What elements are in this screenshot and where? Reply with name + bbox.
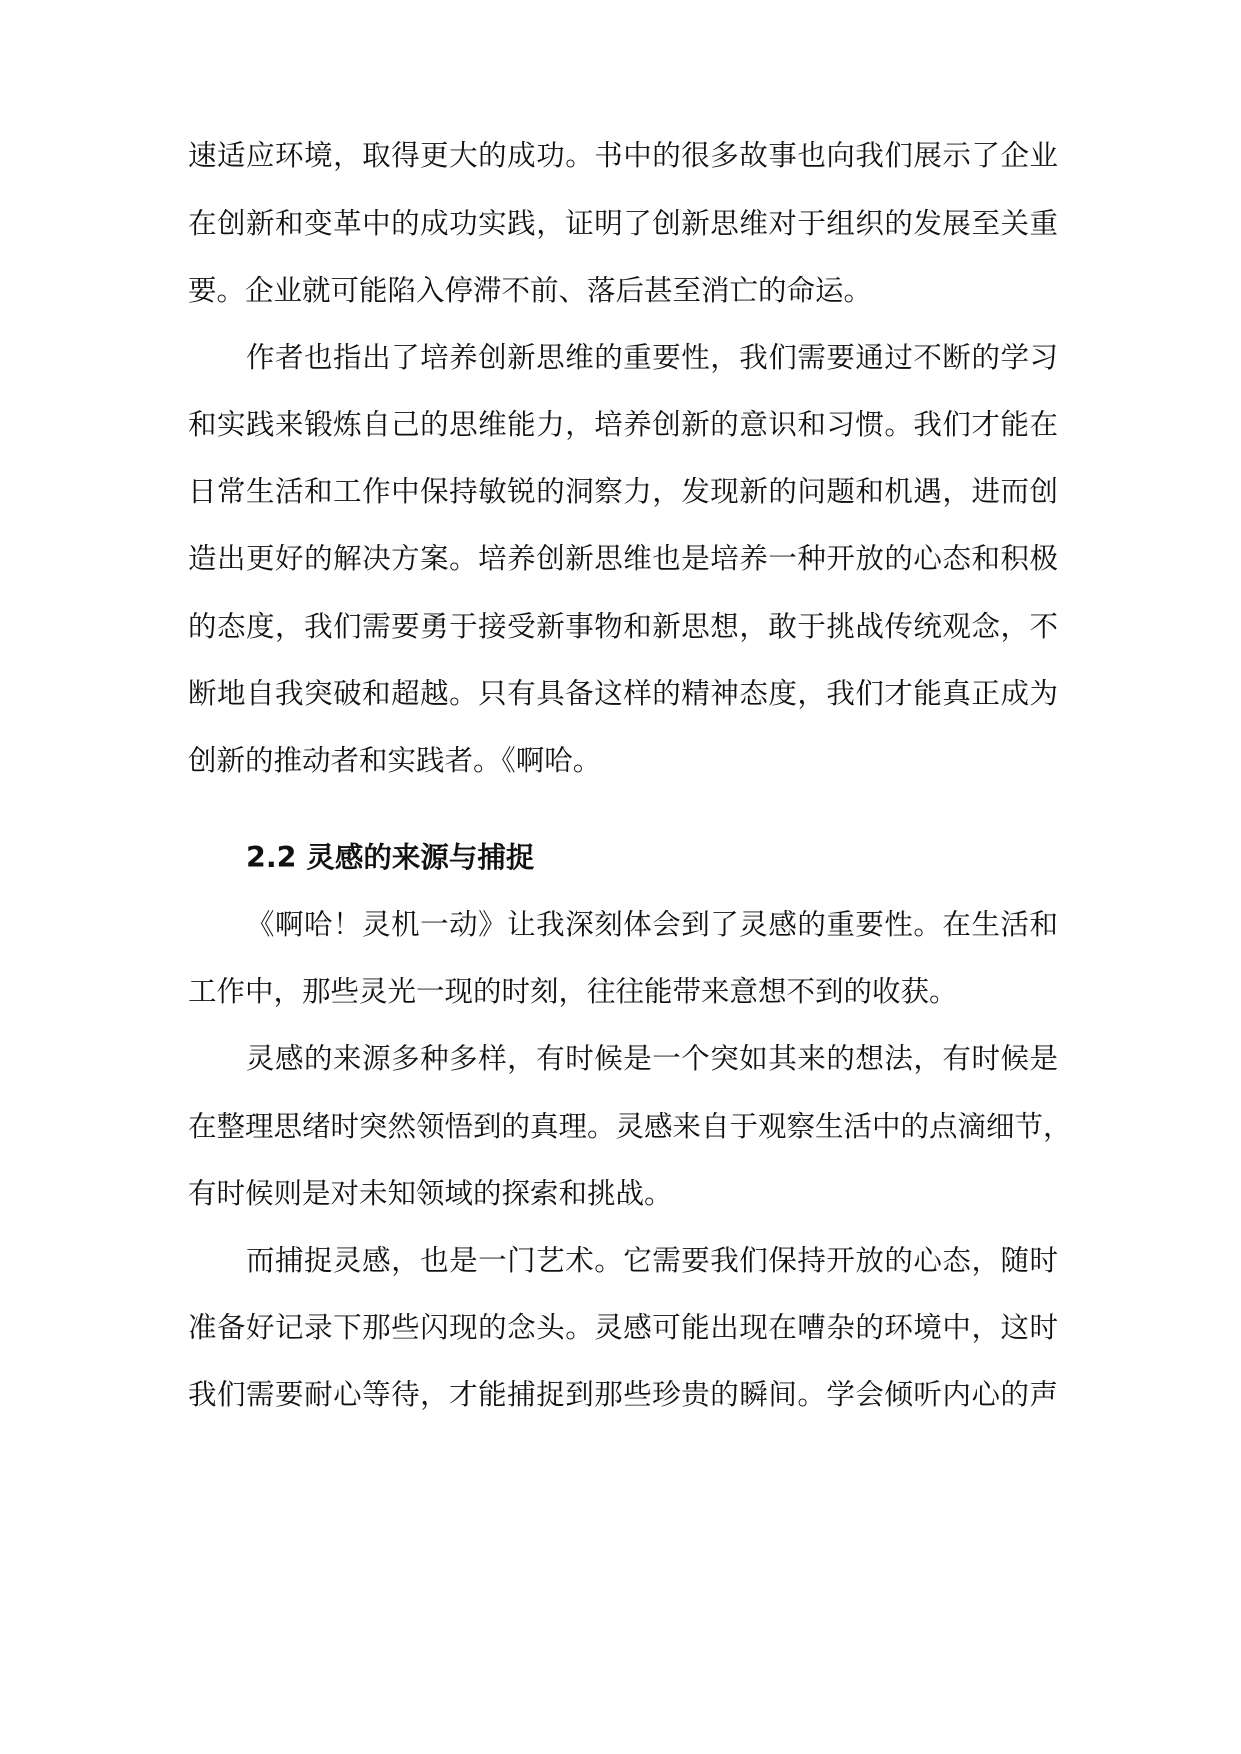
paragraph-line: 的态度，我们需要勇于接受新事物和新思想，敢于挑战传统观念，不 bbox=[188, 610, 1058, 643]
paragraph-line: 我们需要耐心等待，才能捕捉到那些珍贵的瞬间。学会倾听内心的声 bbox=[188, 1378, 1058, 1411]
paragraph-line: 工作中，那些灵光一现的时刻，往往能带来意想不到的收获。 bbox=[188, 975, 958, 1008]
paragraph-line: 日常生活和工作中保持敏锐的洞察力，发现新的问题和机遇，进而创 bbox=[188, 475, 1058, 508]
paragraph-line: 《啊哈！灵机一动》让我深刻体会到了灵感的重要性。在生活和 bbox=[246, 908, 1058, 941]
paragraph-line: 在创新和变革中的成功实践，证明了创新思维对于组织的发展至关重 bbox=[188, 207, 1058, 240]
paragraph-line: 速适应环境，取得更大的成功。书中的很多故事也向我们展示了企业 bbox=[188, 139, 1058, 172]
section-heading: 2.2 灵感的来源与捕捉 bbox=[246, 841, 535, 874]
paragraph-line: 而捕捉灵感，也是一门艺术。它需要我们保持开放的心态，随时 bbox=[246, 1244, 1058, 1277]
paragraph-line: 断地自我突破和超越。只有具备这样的精神态度，我们才能真正成为 bbox=[188, 677, 1058, 710]
paragraph-line: 灵感的来源多种多样，有时候是一个突如其来的想法，有时候是 bbox=[246, 1042, 1058, 1075]
paragraph-line: 造出更好的解决方案。培养创新思维也是培养一种开放的心态和积极 bbox=[188, 542, 1058, 575]
paragraph-line: 要。企业就可能陷入停滞不前、落后甚至消亡的命运。 bbox=[188, 274, 873, 307]
paragraph-line: 作者也指出了培养创新思维的重要性，我们需要通过不断的学习 bbox=[246, 341, 1058, 374]
paragraph-line: 在整理思绪时突然领悟到的真理。灵感来自于观察生活中的点滴细节， bbox=[188, 1110, 1072, 1143]
paragraph-line: 有时候则是对未知领域的探索和挑战。 bbox=[188, 1177, 673, 1210]
paragraph-line: 创新的推动者和实践者。《啊哈。 bbox=[188, 744, 602, 777]
paragraph-line: 准备好记录下那些闪现的念头。灵感可能出现在嘈杂的环境中，这时 bbox=[188, 1311, 1058, 1344]
paragraph-line: 和实践来锻炼自己的思维能力，培养创新的意识和习惯。我们才能在 bbox=[188, 408, 1058, 441]
